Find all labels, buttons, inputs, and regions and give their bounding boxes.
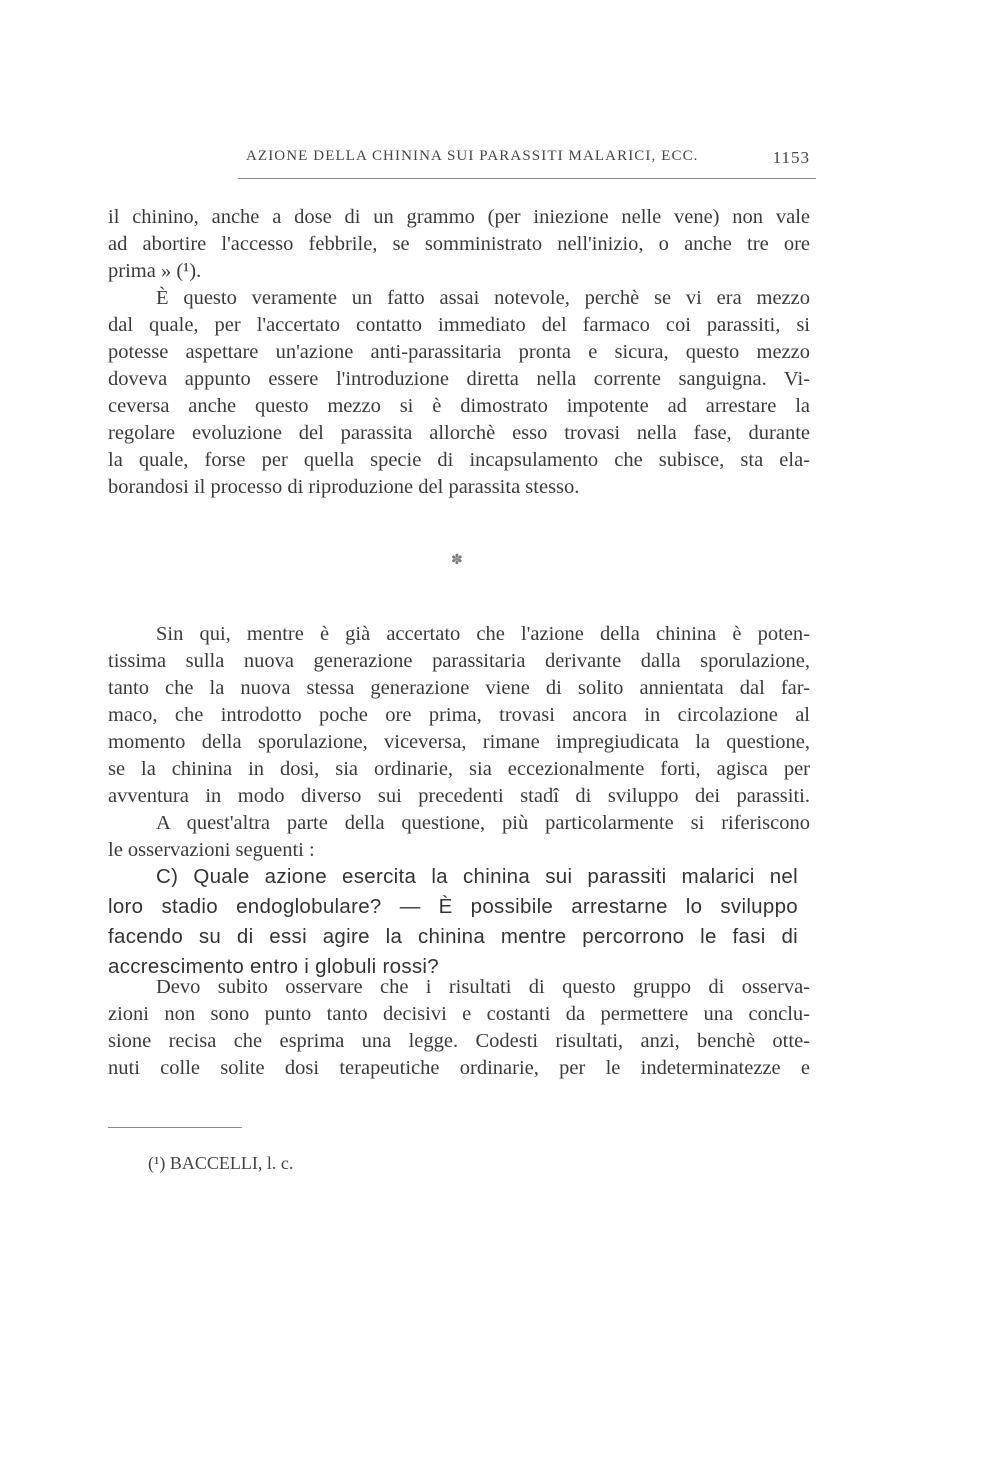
question-heading: C) Quale azione esercita la chinina sui parassiti malarici nel (156, 865, 798, 888)
text-line: prima » (¹). (108, 260, 202, 282)
text-line: il chinino, anche a dose di un grammo (per iniezione nelle vene) non vale (108, 206, 810, 228)
text-line: nuti colle solite dosi terapeutiche ordinarie, per le indeterminatezze e (108, 1057, 810, 1079)
text-line: sione recisa che esprima una legge. Codesti risultati, anzi, benchè otte- (108, 1030, 810, 1052)
text-line: potesse aspettare un'azione anti-parassitaria pronta e sicura, questo mezzo (108, 341, 810, 363)
text-line: Devo subito osservare che i risultati di questo gruppo di osserva- (156, 976, 810, 998)
footnote: (¹) BACCELLI, l. c. (148, 1153, 294, 1173)
text-line: doveva appunto essere l'introduzione diretta nella corrente sanguigna. Vi- (108, 368, 810, 390)
text-line: È questo veramente un fatto assai notevole, perchè se vi era mezzo (156, 287, 810, 309)
running-title: AZIONE DELLA CHININA SUI PARASSITI MALARICI, ECC. (246, 148, 699, 164)
section-ornament: ✽ (451, 553, 463, 568)
text-line: la quale, forse per quella specie di incapsulamento che subisce, sta ela- (108, 449, 810, 471)
text-line: Sin qui, mentre è già accertato che l'azione della chinina è poten- (156, 623, 810, 645)
page-number: 1153 (772, 148, 810, 167)
running-header (238, 146, 816, 179)
text-line: momento della sporulazione, viceversa, rimane impregiudicata la questione, (108, 731, 810, 753)
text-line: maco, che introdotto poche ore prima, trovasi ancora in circolazione al (108, 704, 810, 726)
text-line: le osservazioni seguenti : (108, 839, 315, 861)
question-heading: facendo su di essi agire la chinina mentre percorrono le fasi di (108, 925, 798, 948)
text-line: tissima sulla nuova generazione parassitaria derivante dalla sporulazione, (108, 650, 810, 672)
footnote-rule (108, 1127, 242, 1128)
text-line: ad abortire l'accesso febbrile, se somministrato nell'inizio, o anche tre ore (108, 233, 810, 255)
text-line: ceversa anche questo mezzo si è dimostrato impotente ad arrestare la (108, 395, 810, 417)
text-line: tanto che la nuova stessa generazione viene di solito annientata dal far- (108, 677, 810, 699)
text-line: dal quale, per l'accertato contatto immediato del farmaco coi parassiti, si (108, 314, 810, 336)
text-line: se la chinina in dosi, sia ordinarie, sia eccezionalmente forti, agisca per (108, 758, 810, 780)
text-line: borandosi il processo di riproduzione del parassita stesso. (108, 476, 580, 498)
text-line: avventura in modo diverso sui precedenti stadî di sviluppo dei parassiti. (108, 785, 810, 807)
question-heading: loro stadio endoglobulare? — È possibile arrestarne lo sviluppo (108, 895, 798, 918)
question-heading: accrescimento entro i globuli rossi? (108, 955, 439, 978)
text-line: regolare evoluzione del parassita allorchè esso trovasi nella fase, durante (108, 422, 810, 444)
text-line: A quest'altra parte della questione, più particolarmente si riferiscono (156, 812, 810, 834)
text-line: zioni non sono punto tanto decisivi e costanti da permettere una conclu- (108, 1003, 810, 1025)
